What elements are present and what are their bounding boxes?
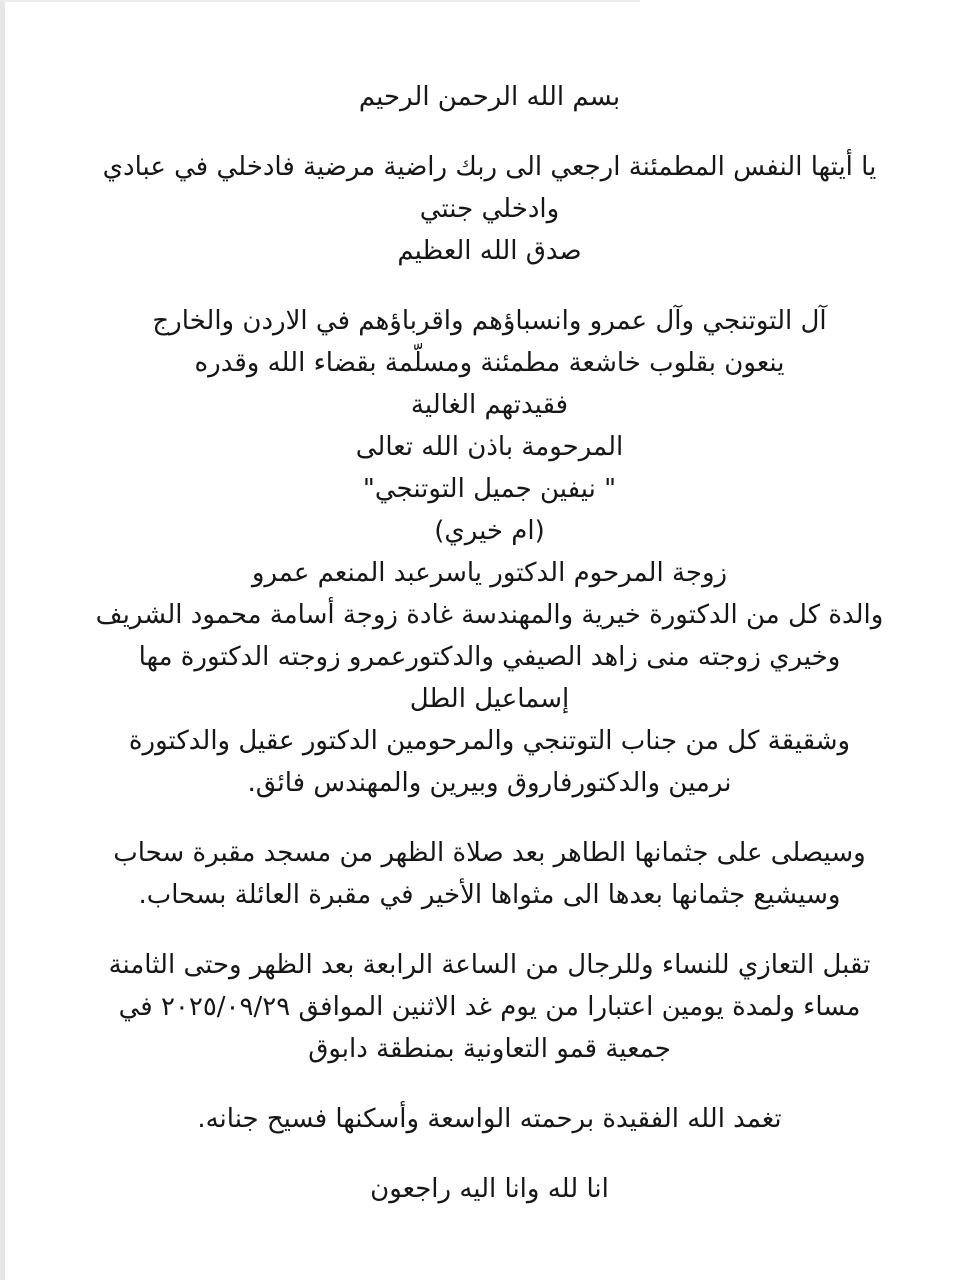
announcement-line: المرحومة باذن الله تعالى <box>355 432 624 462</box>
announcement-line: إسماعيل الطل <box>409 684 570 714</box>
basmala-block <box>30 76 949 118</box>
istirjaa-block <box>30 1168 949 1210</box>
deceased-kunya-line: (ام خيري) <box>434 516 545 546</box>
condolence-line: مساء ولمدة يومين اعتبارا من يوم غد الاثنين الموافق ٢٠٢٥/٠٩/٢٩ في <box>118 992 861 1022</box>
announcement-line: فقيدتهم الغالية <box>410 390 569 420</box>
condolence-line: تقبل التعازي للنساء وللرجال من الساعة الرابعة بعد الظهر وحتى الثامنة <box>108 950 871 980</box>
quran-verse-block <box>30 146 949 272</box>
condolence-line: جمعية قمو التعاونية بمنطقة دابوق <box>308 1034 671 1064</box>
verse-line: يا أيتها النفس المطمئنة ارجعي الى ربك راضية مرضية فادخلي في عبادي <box>102 152 877 182</box>
announcement-line: وخيري زوجته منى زاهد الصيفي والدكتورعمرو زوجته الدكتورة مها <box>138 642 841 672</box>
prayer-line: تغمد الله الفقيدة برحمته الواسعة وأسكنها فسيح جنانه. <box>197 1104 782 1134</box>
condolences-block <box>30 944 949 1070</box>
basmala: بسم الله الرحمن الرحيم <box>358 82 621 112</box>
announcement-line: آل التوتنجي وآل عمرو وانسباؤهم واقرباؤهم في الاردن والخارج <box>152 306 827 336</box>
funeral-details-block <box>30 832 949 916</box>
announcement-line: نرمين والدكتورفاروق وبيرين والمهندس فائق. <box>247 768 732 798</box>
announcement-line: ينعون بقلوب خاشعة مطمئنة ومسلّمة بقضاء الله وقدره <box>194 348 785 378</box>
announcement-line: والدة كل من الدكتورة خيرية والمهندسة غادة زوجة أسامة محمود الشريف <box>95 600 884 630</box>
verse-line: صدق الله العظيم <box>397 236 582 266</box>
announcement-line: زوجة المرحوم الدكتور ياسرعبد المنعم عمرو <box>251 558 728 588</box>
obituary-content <box>30 0 949 1210</box>
istirjaa-line: انا لله وانا اليه راجعون <box>370 1174 609 1204</box>
deceased-name-line: " نيفين جميل التوتنجي" <box>362 474 617 504</box>
announcement-block <box>30 300 949 804</box>
verse-line: وادخلي جنتي <box>419 194 560 224</box>
announcement-line: وشقيقة كل من جناب التوتنجي والمرحومين الدكتور عقيل والدكتورة <box>128 726 851 756</box>
scan-edge-left <box>0 0 5 1280</box>
funeral-line: وسيشيع جثمانها بعدها الى مثواها الأخير في مقبرة العائلة بسحاب. <box>138 880 841 910</box>
prayer-block <box>30 1098 949 1140</box>
funeral-line: وسيصلى على جثمانها الطاهر بعد صلاة الظهر من مسجد مقبرة سحاب <box>113 838 866 868</box>
